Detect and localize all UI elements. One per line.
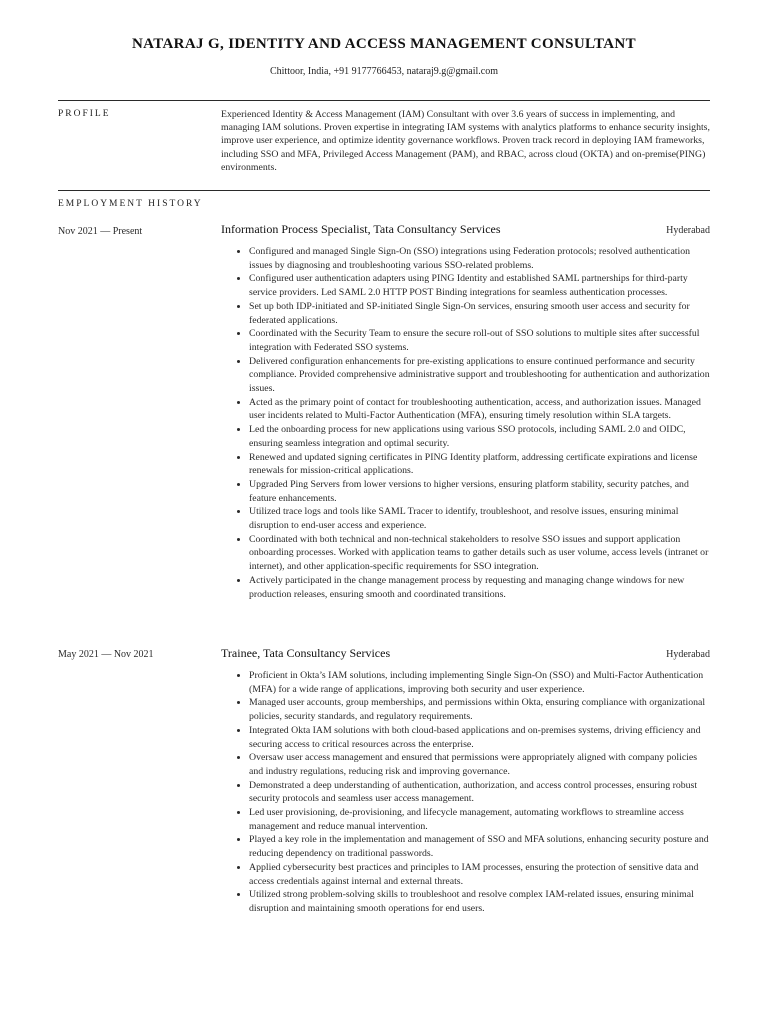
job-location: Hyderabad bbox=[666, 649, 710, 660]
list-item: • Led user provisioning, de-provisioning, and lifecycle management, automating workflows to streamline access management and reduce manual intervention. bbox=[249, 806, 713, 833]
list-item: • Coordinated with both technical and non-technical stakeholders to resolve SSO issues and support application onboarding processes. Worked with application teams to gather details such as user volume, access levels (intranet or internet), and other application-specific requirements for SSO integration. bbox=[249, 533, 713, 574]
list-item: • Utilized strong problem-solving skills to troubleshoot and resolve complex IAM-related issues, ensuring minimal disruption and maintaining smooth operations for end users. bbox=[249, 888, 713, 915]
job-bullet-list bbox=[221, 245, 713, 601]
list-item: • Coordinated with the Security Team to ensure the secure roll-out of SSO solutions to multiple sites after successful integration with Federated SSO systems. bbox=[249, 327, 713, 354]
page-title: NATARAJ G, IDENTITY AND ACCESS MANAGEMENT CONSULTANT bbox=[132, 36, 636, 52]
job-title: Information Process Specialist, Tata Consultancy Services bbox=[221, 222, 501, 236]
job-location: Hyderabad bbox=[666, 225, 710, 236]
profile-section-label: PROFILE bbox=[58, 109, 111, 119]
job-dates: Nov 2021 — Present bbox=[58, 226, 143, 237]
list-item: • Utilized trace logs and tools like SAML Tracer to identify, troubleshoot, and resolve issues, ensuring minimal disruption to end-user access and experience. bbox=[249, 505, 713, 532]
list-item: • Integrated Okta IAM solutions with both cloud-based applications and on-premises systems, driving efficiency and securing access to critical resources across the enterprise. bbox=[249, 724, 713, 751]
section-divider bbox=[58, 100, 710, 101]
list-item: • Set up both IDP-initiated and SP-initiated Single Sign-On services, ensuring smooth user access and security for federated applications. bbox=[249, 300, 713, 327]
list-item: • Played a key role in the implementation and management of SSO and MFA solutions, enhancing security posture and reducing dependency on traditional passwords. bbox=[249, 833, 713, 860]
list-item: • Upgraded Ping Servers from lower versions to higher versions, ensuring platform stability, security patches, and feature enhancements. bbox=[249, 478, 713, 505]
contact-line: Chittoor, India, +91 9177766453, nataraj9.g@gmail.com bbox=[269, 66, 499, 77]
list-item: • Demonstrated a deep understanding of authentication, authorization, and access control processes, ensuring robust security protocols and seamless user access management. bbox=[249, 779, 713, 806]
job-bullet-list bbox=[221, 669, 713, 916]
list-item: • Actively participated in the change management process by requesting and managing change windows for new production releases, ensuring smooth and coordinated transitions. bbox=[249, 574, 713, 601]
list-item: • Configured user authentication adapters using PING Identity and established SAML partnerships for third-party service providers. Led SAML 2.0 HTTP POST Binding integrations for seamless authentication processes. bbox=[249, 272, 713, 299]
list-item: • Delivered configuration enhancements for pre-existing applications to ensure continued performance and security compliance. Provided comprehensive administrative support and troubleshooting for authentication and authorization issues. bbox=[249, 355, 713, 396]
list-item: • Oversaw user access management and ensured that permissions were appropriately aligned with company policies and industry regulations, reducing risk and improving governance. bbox=[249, 751, 713, 778]
profile-summary: Experienced Identity & Access Management (IAM) Consultant with over 3.6 years of success in implementing, and managing IAM solutions. Proven expertise in integrating IAM systems with analytics platforms to enhance security insights, improve user experience, and optimize identity governance workflows. Proven track record in deploying IAM frameworks, including SSO and MFA, Privileged Access Management (PAM), and RBAC, across cloud (OKTA) and on-premise(PING) environments. bbox=[221, 109, 710, 173]
list-item: • Applied cybersecurity best practices and principles to IAM processes, ensuring the protection of sensitive data and access credentials against internal and external threats. bbox=[249, 861, 713, 888]
job-title: Trainee, Tata Consultancy Services bbox=[221, 646, 391, 660]
list-item: • Led the onboarding process for new applications using various SSO protocols, including SAML 2.0 and OIDC, ensuring seamless integration and optimal security. bbox=[249, 423, 713, 450]
list-item: • Configured and managed Single Sign-On (SSO) integrations using Federation protocols; resolved authentication issues by diagnosing and troubleshooting various SSO-related problems. bbox=[249, 245, 713, 272]
section-divider bbox=[58, 190, 710, 191]
employment-section-label: EMPLOYMENT HISTORY bbox=[58, 199, 203, 209]
list-item: • Renewed and updated signing certificates in PING Identity platform, addressing certificate expirations and license renewals for mission-critical applications. bbox=[249, 451, 713, 478]
list-item: • Acted as the primary point of contact for troubleshooting authentication, access, and authorization issues. Managed user incidents related to Multi-Factor Authentication (MFA), ensuring timely resolution within SLA targets. bbox=[249, 396, 713, 423]
job-dates: May 2021 — Nov 2021 bbox=[58, 649, 154, 660]
list-item: • Proficient in Okta’s IAM solutions, including implementing Single Sign-On (SSO) and Multi-Factor Authentication (MFA) for a wide range of applications, improving both security and user experience. bbox=[249, 669, 713, 696]
list-item: • Managed user accounts, group memberships, and permissions within Okta, ensuring compliance with organizational policies, security standards, and regulatory requirements. bbox=[249, 696, 713, 723]
